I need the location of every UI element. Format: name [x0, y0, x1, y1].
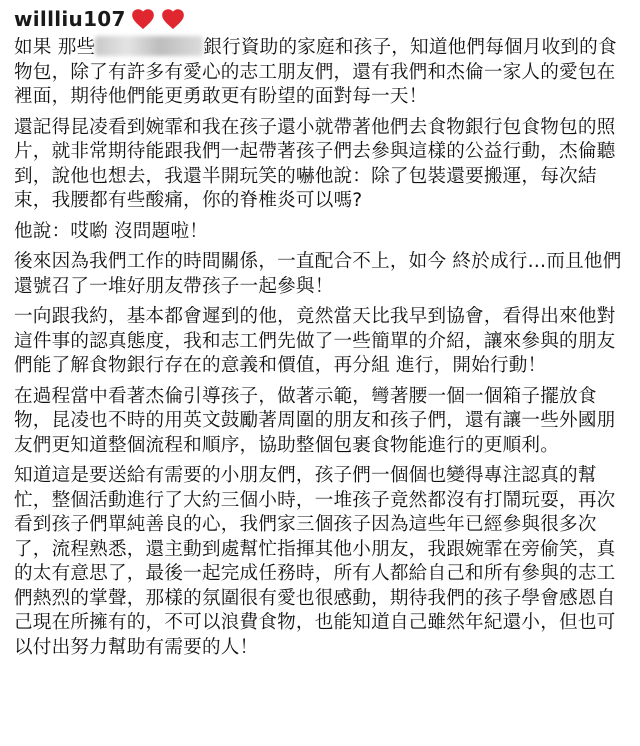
caption-paragraph: 他說：哎喲 沒問題啦！	[14, 220, 209, 242]
heart-icon	[160, 6, 186, 32]
caption-paragraph: 在過程當中看著杰倫引導孩子，做著示範，彎著腰一個一個箱子擺放食物，昆凌也不時的用英文鼓勵著周圍的朋友和孩子們，還有讓一些外國朋友們更知道整個流程和順序，協助整個包裹食物能進行的更順利。	[14, 385, 616, 456]
post-header	[14, 4, 626, 34]
caption-paragraph: 後來因為我們工作的時間關係，一直配合不上，如今 終於成行…而且他們還號召了一堆好朋友帶孩子一起參與！	[14, 251, 622, 297]
caption-paragraph: 一向跟我約，基本都會遲到的他，竟然當天比我早到協會，看得出來他對這件事的認真態度，我和志工們先做了一些簡單的介紹，讓來參與的朋友們能了解食物銀行存在的意義和價值，再分組 進行，開始行動！	[14, 306, 616, 376]
redacted-text-blur	[95, 36, 203, 56]
heart-icon	[130, 6, 156, 32]
caption-text: 銀行資助的家庭和孩子，知道他們每個月收到的食物包，除了有許多有愛心的志工朋友們，還有我們和杰倫一家人的愛包在裡面，期待他們能更勇敢更有盼望的面對每一天！	[14, 37, 617, 107]
caption-paragraph: 知道這是要送給有需要的小朋友們，孩子們一個個也變得專注認真的幫忙，整個活動進行了大約三個小時，一堆孩子竟然都沒有打鬧玩耍，再次看到孩子們單純善良的心，我們家三個孩子因為這些年已經參與很多次了，流程熟悉，還主動到處幫忙指揮其他小朋友，我跟婉霏在旁偷笑，真的太有意思了，最後一起完成任務時，所有人都給自己和所有參與的志工們熱烈的掌聲，那樣的氛圍很有愛也很感動，期待我們的孩子學會感恩自己現在所擁有的，不可以浪費食物，也能知道自己雖然年紀還小，但也可以付出努力幫助有需要的人！	[14, 465, 616, 658]
caption-text: 如果 那些	[14, 37, 96, 58]
caption-paragraph: 還記得昆凌看到婉霏和我在孩子還小就帶著他們去食物銀行包食物包的照片，就非常期待能跟我們一起帶著孩子們去參與這樣的公益行動，杰倫聽到，說他也想去，我還半開玩笑的嚇他說：除了包裝還要搬運，每次結束，我腰都有些酸痛，你的脊椎炎可以嗎?	[14, 116, 616, 211]
caption-paragraph	[14, 36, 626, 110]
username[interactable]: willliu107	[14, 7, 126, 31]
